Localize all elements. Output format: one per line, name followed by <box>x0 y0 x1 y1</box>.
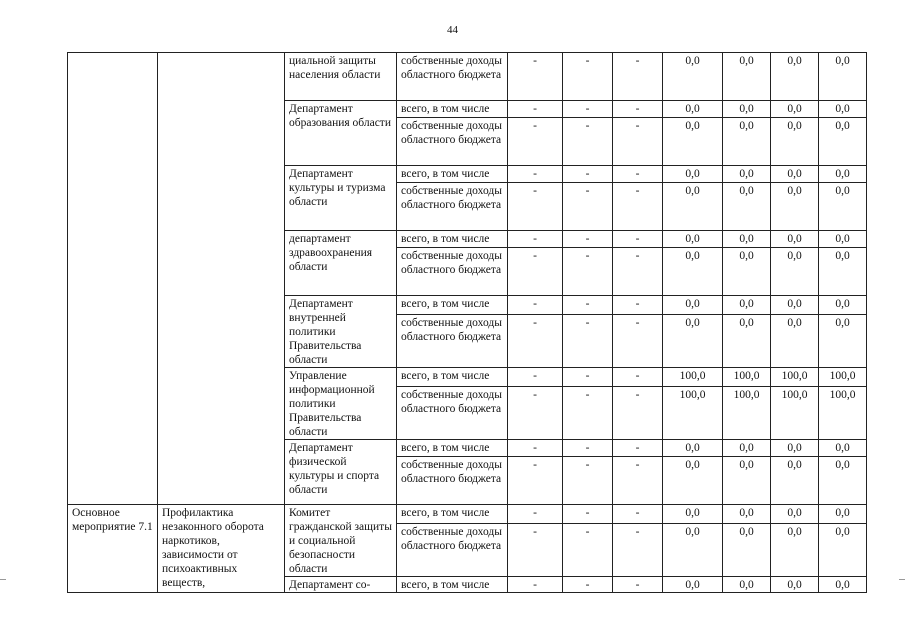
value-cell: 0,0 <box>663 296 723 315</box>
value-cell: - <box>613 505 663 524</box>
value-cell: 0,0 <box>723 296 771 315</box>
department-cell: Комитет гражданской защиты и социальной безопасности области <box>285 505 397 577</box>
value-cell: - <box>563 296 613 315</box>
value-cell: - <box>613 314 663 367</box>
value-cell: 0,0 <box>663 457 723 505</box>
value-cell: 0,0 <box>771 101 819 118</box>
table-body <box>68 53 867 593</box>
value-cell: - <box>563 183 613 231</box>
value-cell: - <box>563 457 613 505</box>
value-cell: 0,0 <box>771 248 819 296</box>
source-cell: собственные доходы областного бюджета <box>397 386 508 439</box>
source-cell: собственные доходы областного бюджета <box>397 118 508 166</box>
value-cell: - <box>563 118 613 166</box>
value-cell: 0,0 <box>771 577 819 593</box>
empty-cell <box>158 53 285 505</box>
value-cell: 0,0 <box>663 118 723 166</box>
value-cell: 0,0 <box>771 166 819 183</box>
value-cell: 0,0 <box>819 53 867 101</box>
value-cell: 0,0 <box>819 101 867 118</box>
value-cell: 0,0 <box>723 505 771 524</box>
value-cell: - <box>508 248 563 296</box>
value-cell: - <box>508 368 563 387</box>
source-cell: всего, в том числе <box>397 368 508 387</box>
value-cell: 0,0 <box>771 53 819 101</box>
value-cell: - <box>563 101 613 118</box>
value-cell: 0,0 <box>771 440 819 457</box>
value-cell: 0,0 <box>771 523 819 576</box>
source-cell: собственные доходы областного бюджета <box>397 248 508 296</box>
value-cell: - <box>563 248 613 296</box>
department-cell: Управление информационной политики Правительства области <box>285 368 397 440</box>
value-cell: - <box>613 386 663 439</box>
value-cell: - <box>563 368 613 387</box>
value-cell: 0,0 <box>819 183 867 231</box>
value-cell: 0,0 <box>663 101 723 118</box>
department-cell: департамент здравоохранения области <box>285 231 397 296</box>
value-cell: 0,0 <box>723 101 771 118</box>
value-cell: - <box>613 523 663 576</box>
value-cell: 0,0 <box>771 296 819 315</box>
value-cell: - <box>563 166 613 183</box>
value-cell: 0,0 <box>723 118 771 166</box>
value-cell: 0,0 <box>819 248 867 296</box>
department-cell: Департамент внутренней политики Правительства области <box>285 296 397 368</box>
source-cell: собственные доходы областного бюджета <box>397 523 508 576</box>
value-cell: 0,0 <box>663 183 723 231</box>
value-cell: - <box>613 248 663 296</box>
value-cell: - <box>563 577 613 593</box>
value-cell: - <box>613 183 663 231</box>
department-cell: Департамент физической культуры и спорта области <box>285 440 397 505</box>
value-cell: - <box>508 314 563 367</box>
value-cell: - <box>563 53 613 101</box>
empty-cell <box>68 53 158 505</box>
value-cell: - <box>508 505 563 524</box>
value-cell: 0,0 <box>663 505 723 524</box>
value-cell: 0,0 <box>723 577 771 593</box>
value-cell: - <box>563 314 613 367</box>
value-cell: 0,0 <box>771 118 819 166</box>
value-cell: 0,0 <box>819 440 867 457</box>
value-cell: 0,0 <box>663 53 723 101</box>
value-cell: - <box>508 166 563 183</box>
value-cell: - <box>613 118 663 166</box>
value-cell: - <box>508 53 563 101</box>
source-cell: всего, в том числе <box>397 166 508 183</box>
value-cell: - <box>613 457 663 505</box>
value-cell: 100,0 <box>771 368 819 387</box>
value-cell: - <box>613 296 663 315</box>
value-cell: 0,0 <box>723 53 771 101</box>
value-cell: - <box>508 457 563 505</box>
measure-name-cell: Основное мероприятие 7.1 <box>68 505 158 593</box>
source-cell: собственные доходы областного бюджета <box>397 314 508 367</box>
value-cell: - <box>508 118 563 166</box>
department-cell: Департамент со- <box>285 577 397 593</box>
value-cell: 100,0 <box>771 386 819 439</box>
value-cell: - <box>613 577 663 593</box>
value-cell: 100,0 <box>663 386 723 439</box>
department-cell: циальной защиты населения области <box>285 53 397 101</box>
value-cell: 0,0 <box>771 505 819 524</box>
source-cell: всего, в том числе <box>397 577 508 593</box>
value-cell: - <box>508 183 563 231</box>
source-cell: всего, в том числе <box>397 440 508 457</box>
value-cell: 0,0 <box>723 183 771 231</box>
department-cell: Департамент культуры и туризма области <box>285 166 397 231</box>
value-cell: - <box>563 231 613 248</box>
value-cell: 0,0 <box>663 577 723 593</box>
value-cell: - <box>613 440 663 457</box>
source-cell: всего, в том числе <box>397 296 508 315</box>
scan-edge-mark-left <box>0 579 6 580</box>
value-cell: 0,0 <box>663 523 723 576</box>
value-cell: 0,0 <box>819 457 867 505</box>
source-cell: собственные доходы областного бюджета <box>397 53 508 101</box>
value-cell: 0,0 <box>819 505 867 524</box>
value-cell: - <box>613 231 663 248</box>
value-cell: 0,0 <box>771 183 819 231</box>
table-row <box>68 53 867 101</box>
value-cell: 100,0 <box>723 368 771 387</box>
department-cell: Департамент образования области <box>285 101 397 166</box>
value-cell: - <box>508 440 563 457</box>
value-cell: 0,0 <box>723 166 771 183</box>
value-cell: 0,0 <box>771 231 819 248</box>
source-cell: всего, в том числе <box>397 505 508 524</box>
value-cell: - <box>508 101 563 118</box>
value-cell: 0,0 <box>723 231 771 248</box>
measure-description-cell: Профилактика незаконного оборота наркотиков, зависимости от психоактивных веществ, <box>158 505 285 593</box>
value-cell: 0,0 <box>663 440 723 457</box>
table-row <box>68 505 867 524</box>
value-cell: 100,0 <box>819 368 867 387</box>
value-cell: 0,0 <box>819 314 867 367</box>
value-cell: 100,0 <box>819 386 867 439</box>
value-cell: 0,0 <box>663 231 723 248</box>
value-cell: - <box>508 386 563 439</box>
value-cell: - <box>613 166 663 183</box>
value-cell: 0,0 <box>771 314 819 367</box>
value-cell: 0,0 <box>663 166 723 183</box>
value-cell: 0,0 <box>723 314 771 367</box>
value-cell: 0,0 <box>819 166 867 183</box>
source-cell: собственные доходы областного бюджета <box>397 457 508 505</box>
value-cell: - <box>563 505 613 524</box>
value-cell: 100,0 <box>663 368 723 387</box>
value-cell: 0,0 <box>819 577 867 593</box>
value-cell: - <box>613 368 663 387</box>
value-cell: 0,0 <box>819 296 867 315</box>
value-cell: 0,0 <box>723 523 771 576</box>
value-cell: - <box>508 231 563 248</box>
value-cell: - <box>563 440 613 457</box>
value-cell: 0,0 <box>819 523 867 576</box>
value-cell: 0,0 <box>723 440 771 457</box>
value-cell: 100,0 <box>723 386 771 439</box>
page-number: 44 <box>447 24 458 36</box>
value-cell: 0,0 <box>819 231 867 248</box>
value-cell: - <box>613 101 663 118</box>
value-cell: - <box>508 523 563 576</box>
value-cell: 0,0 <box>723 248 771 296</box>
value-cell: - <box>613 53 663 101</box>
source-cell: всего, в том числе <box>397 231 508 248</box>
scan-edge-mark-right <box>899 579 905 580</box>
value-cell: 0,0 <box>723 457 771 505</box>
value-cell: 0,0 <box>819 118 867 166</box>
value-cell: 0,0 <box>663 248 723 296</box>
source-cell: всего, в том числе <box>397 101 508 118</box>
value-cell: 0,0 <box>663 314 723 367</box>
value-cell: - <box>508 577 563 593</box>
value-cell: 0,0 <box>771 457 819 505</box>
value-cell: - <box>563 523 613 576</box>
value-cell: - <box>563 386 613 439</box>
value-cell: - <box>508 296 563 315</box>
budget-table <box>67 52 867 593</box>
source-cell: собственные доходы областного бюджета <box>397 183 508 231</box>
